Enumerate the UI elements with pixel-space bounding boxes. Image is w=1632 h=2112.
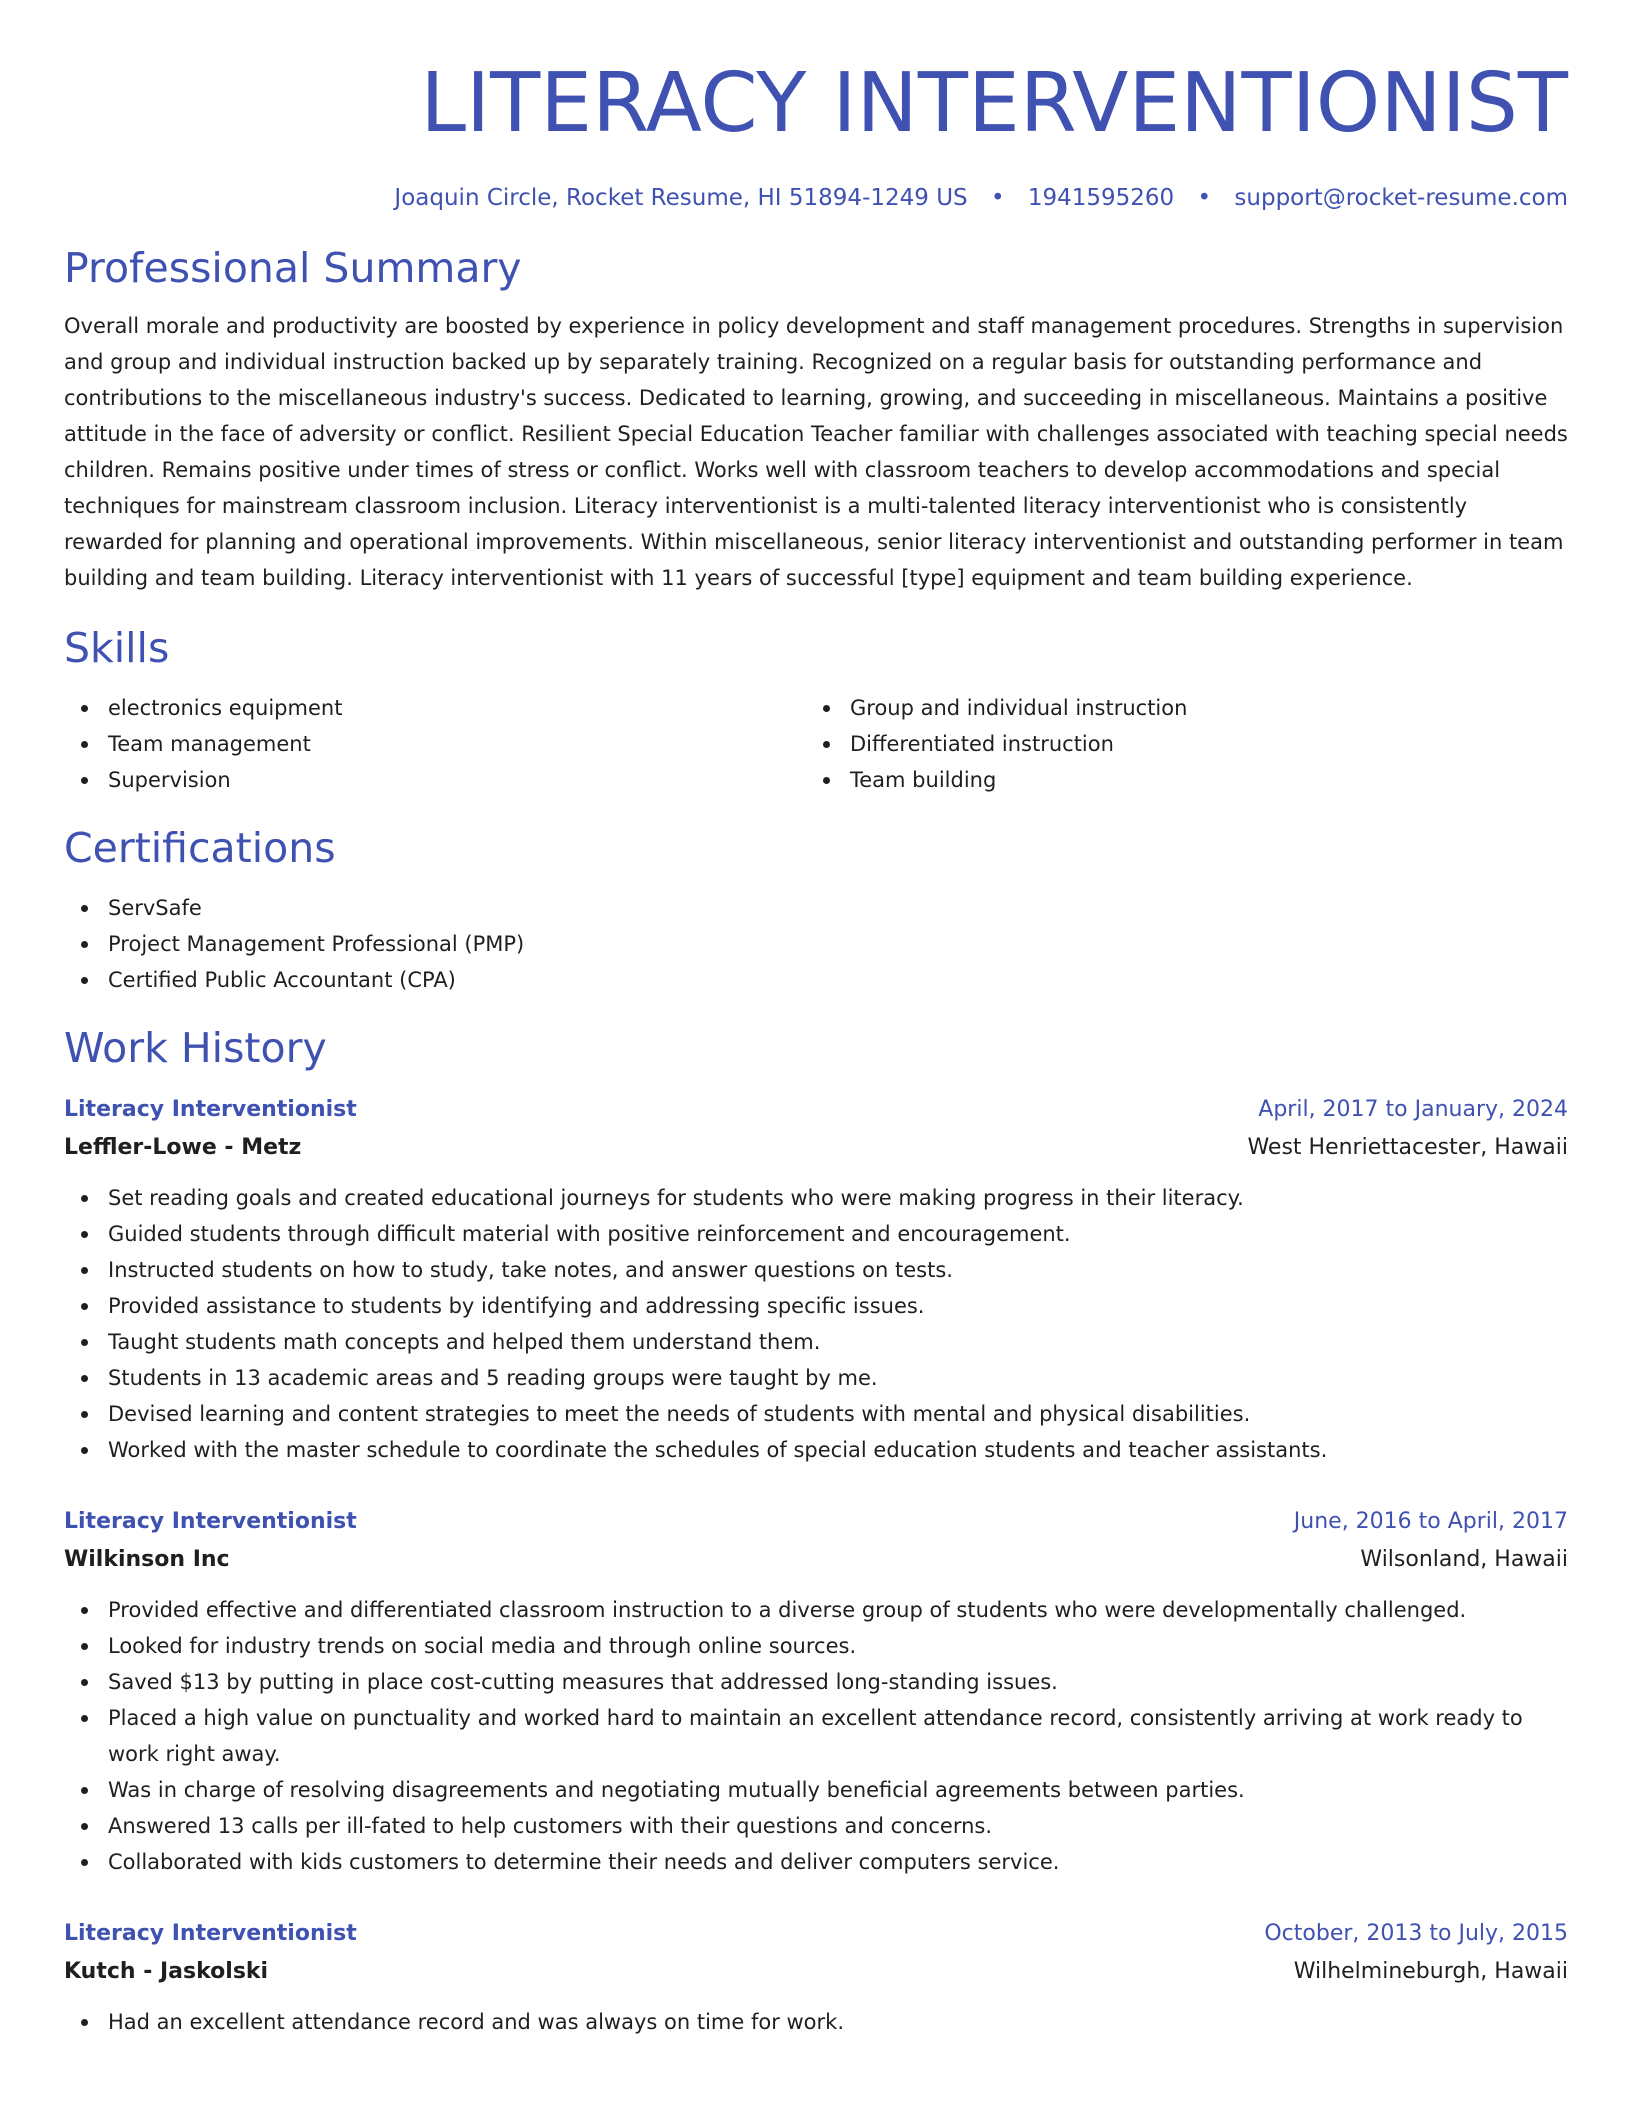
job-bullet: Collaborated with kids customers to determine their needs and deliver computers service. <box>64 1844 1568 1880</box>
job-bullet: Worked with the master schedule to coordinate the schedules of special education students and teacher assistants. <box>64 1432 1568 1468</box>
job-bullet: Saved $13 by putting in place cost-cutting measures that addressed long-standing issues. <box>64 1664 1568 1700</box>
summary-heading: Professional Summary <box>64 244 522 292</box>
job-bullet: Devised learning and content strategies to meet the needs of students with mental and physical disabilities. <box>64 1396 1568 1432</box>
job-header <box>64 1916 1568 1952</box>
job-bullet: Was in charge of resolving disagreements and negotiating mutually beneficial agreements between parties. <box>64 1772 1568 1808</box>
work-history-heading: Work History <box>64 1024 327 1072</box>
contact-separator: • <box>1197 185 1212 211</box>
contact-email: support@rocket-resume.com <box>1234 185 1568 211</box>
job-bullet: Instructed students on how to study, take notes, and answer questions on tests. <box>64 1252 1568 1288</box>
job-bullet: Provided effective and differentiated classroom instruction to a diverse group of students who were developmentally challenged. <box>64 1592 1568 1628</box>
certification-item: ServSafe <box>64 890 1568 926</box>
job-bullet: Had an excellent attendance record and was always on time for work. <box>64 2004 1568 2040</box>
summary-text: Overall morale and productivity are boosted by experience in policy development and staff management procedures. Strengths in supervision and group and individual instruction backed up by separately training. Recognized on a regular basis for outstanding performance and contributions to the miscellaneous industry's success. Dedicated to learning, growing, and succeeding in miscellaneous. Maintains a positive attitude in the face of adversity or conflict. Resilient Special Education Teacher familiar with challenges associated with teaching special needs children. Remains positive under times of stress or conflict. Works well with classroom teachers to develop accommodations and special techniques for mainstream classroom inclusion. Literacy interventionist is a multi-talented literacy interventionist who is consistently rewarded for planning and operational improvements. Within miscellaneous, senior literacy interventionist and outstanding performer in team building and team building. Literacy interventionist with 11 years of successful [type] equipment and team building experience. <box>64 314 1568 590</box>
job-company: Kutch - Jaskolski <box>64 1959 269 1984</box>
certifications-list <box>64 890 1568 998</box>
skill-item: Supervision <box>64 762 806 798</box>
skill-item: Differentiated instruction <box>806 726 1548 762</box>
contact-separator: • <box>990 185 1005 211</box>
job-header <box>64 1092 1568 1128</box>
skills-column-left <box>64 690 806 798</box>
job-dates: June, 2016 to April, 2017 <box>1293 1509 1568 1534</box>
job-bullets <box>64 1592 1568 1880</box>
contact-address: Joaquin Circle, Rocket Resume, HI 51894-1249 US <box>394 185 968 211</box>
job-bullet: Taught students math concepts and helped them understand them. <box>64 1324 1568 1360</box>
skill-item: Team building <box>806 762 1548 798</box>
job-bullet: Looked for industry trends on social media and through online sources. <box>64 1628 1568 1664</box>
job-bullet: Set reading goals and created educational journeys for students who were making progress in their literacy. <box>64 1180 1568 1216</box>
job-company: Wilkinson Inc <box>64 1547 230 1572</box>
job-bullet: Guided students through difficult material with positive reinforcement and encouragement. <box>64 1216 1568 1252</box>
skills-list <box>64 690 1568 798</box>
certification-item: Certified Public Accountant (CPA) <box>64 962 1568 998</box>
skill-item: Team management <box>64 726 806 762</box>
job-dates: October, 2013 to July, 2015 <box>1264 1921 1568 1946</box>
skills-column-right <box>806 690 1548 798</box>
job-bullets <box>64 2004 1568 2040</box>
resume-page <box>64 0 1568 2040</box>
contact-phone: 1941595260 <box>1027 185 1175 211</box>
resume-name: LITERACY INTERVENTIONIST <box>420 56 1568 151</box>
job-company: Leffler-Lowe - Metz <box>64 1135 302 1160</box>
job-header <box>64 1504 1568 1540</box>
skills-heading: Skills <box>64 624 170 672</box>
job-location: West Henriettacester, Hawaii <box>1247 1135 1568 1160</box>
job-subheader <box>64 1540 1568 1580</box>
job-subheader <box>64 1952 1568 1992</box>
skill-item: electronics equipment <box>64 690 806 726</box>
job-bullet: Provided assistance to students by identifying and addressing specific issues. <box>64 1288 1568 1324</box>
contact-line <box>64 182 1568 214</box>
job-entry <box>64 1504 1568 1880</box>
job-entry <box>64 1916 1568 2040</box>
job-location: Wilsonland, Hawaii <box>1360 1547 1568 1572</box>
job-bullet: Placed a high value on punctuality and worked hard to maintain an excellent attendance record, consistently arriving at work ready to work right away. <box>64 1700 1568 1772</box>
job-title: Literacy Interventionist <box>64 1509 357 1534</box>
job-bullet: Students in 13 academic areas and 5 reading groups were taught by me. <box>64 1360 1568 1396</box>
job-entry <box>64 1092 1568 1468</box>
job-bullets <box>64 1180 1568 1468</box>
job-location: Wilhelmineburgh, Hawaii <box>1293 1959 1568 1984</box>
job-bullet: Answered 13 calls per ill-fated to help customers with their questions and concerns. <box>64 1808 1568 1844</box>
job-subheader <box>64 1128 1568 1168</box>
skill-item: Group and individual instruction <box>806 690 1548 726</box>
certifications-heading: Certifications <box>64 824 336 872</box>
job-title: Literacy Interventionist <box>64 1097 357 1122</box>
job-dates: April, 2017 to January, 2024 <box>1258 1097 1568 1122</box>
certification-item: Project Management Professional (PMP) <box>64 926 1568 962</box>
job-title: Literacy Interventionist <box>64 1921 357 1946</box>
